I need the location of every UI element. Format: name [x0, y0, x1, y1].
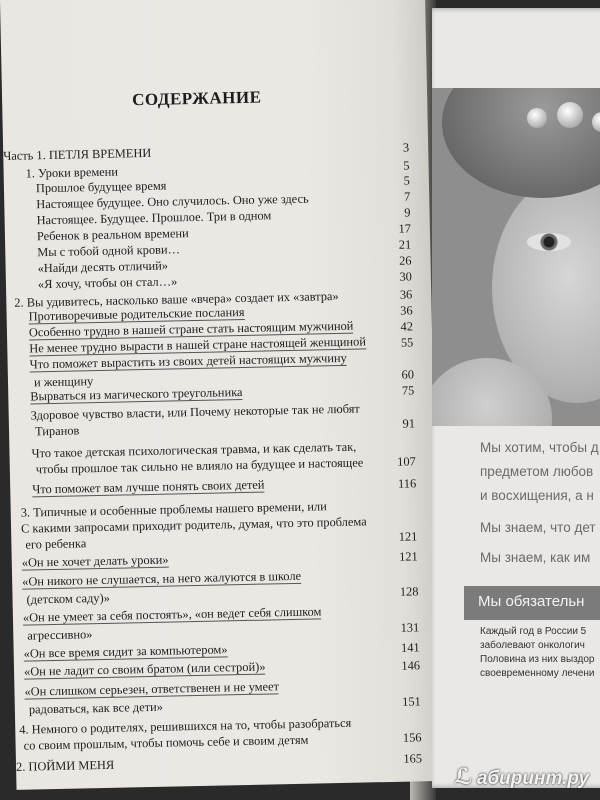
toc-entry-title: «Найди десять отличий»	[37, 258, 169, 276]
hat-gem	[527, 108, 547, 128]
toc-entry-page-row	[10, 475, 435, 500]
toc-entry-title: «Я хочу, чтобы он стал…»	[37, 274, 178, 292]
cover-small-line: Половина из них выздор	[480, 654, 595, 665]
toc-page-number: 5	[403, 173, 411, 188]
toc-entry-continuation: со своим прошлым, чтобы помочь себе и своим детям	[23, 732, 309, 753]
cover-band-text: Мы обязательн	[478, 593, 585, 610]
toc-entry-title: Ребенок в реальном времени	[36, 226, 189, 244]
toc-entry-title: Противоречивые родительские послания	[28, 304, 245, 324]
hat-gem	[557, 102, 583, 128]
toc-entry-title: 2. ПОЙМИ МЕНЯ	[15, 757, 115, 774]
child-eye	[527, 233, 571, 251]
toc-entry-continuation: его ребенка	[25, 536, 87, 552]
cover-small-line: своевременному лечени	[480, 668, 595, 679]
toc-page-number: 121	[399, 549, 418, 564]
toc-entry-title: «Он все время сидит за компьютером»	[23, 642, 228, 661]
toc-entry-title: 2. Вы удивитесь, насколько ваше «вчера» создает их «завтра»	[14, 288, 339, 310]
toc-page-number: 30	[399, 269, 413, 284]
toc-entry-title: Не менее трудно вырасти в нашей стране настоящей женщиной	[29, 334, 367, 356]
toc-page-number: 36	[399, 287, 413, 302]
toc-entry-title: Здоровое чувство власти, или Почему некоторые так не любят	[30, 401, 360, 423]
toc-entry-continuation: чтобы прошлое так сильно не влияло на будущее и настоящее	[35, 455, 364, 477]
toc-page-number: 36	[400, 303, 413, 318]
toc-page-number: 75	[401, 383, 415, 398]
toc-page-number: 91	[402, 416, 416, 431]
toc-entry-title: 3. Типичные и особенные проблемы нашего времени, или	[20, 499, 327, 520]
toc-page-number: 26	[399, 253, 412, 268]
toc-page-number: 55	[400, 335, 414, 350]
toc-entry-title: «Он не хочет делать уроки»	[21, 552, 169, 570]
cover-text-line: Мы знаем, что дет	[480, 520, 596, 535]
toc-page-number: 3	[402, 140, 410, 155]
toc-entry-title: Что такое детская психологическая травма, и как сделать так,	[31, 439, 357, 461]
toc-entry-title: Настоящее будущее. Оно случилось. Оно уже здесь	[36, 191, 309, 212]
toc-entry-continuation: (детском саду)»	[26, 590, 110, 607]
toc-page-number: 165	[403, 751, 423, 766]
toc-entry-continuation: Тиранов	[34, 423, 80, 439]
cover-band	[464, 586, 600, 620]
toc-entry-title: «Он не умеет за себя постоять», «он ведет себя слишком	[22, 604, 322, 625]
toc-page-number: 107	[397, 454, 416, 469]
toc-entry-continuation: радоваться, как все дети»	[28, 699, 164, 717]
toc-entry-continuation: агрессивно»	[27, 627, 93, 643]
toc-entry-title: Настоящее. Будущее. Прошлое. Три в одном	[36, 208, 272, 228]
cover-text-line: и восхищения, а н	[480, 488, 594, 503]
toc-entry-title: Особенно трудно в нашей стране стать настоящим мужчиной	[28, 318, 354, 340]
toc-entry-title: Вырваться из магического треугольника	[30, 385, 243, 404]
toc-entry-continuation: и женщину	[33, 374, 94, 390]
cover-page	[432, 8, 600, 788]
toc-page-number: 116	[397, 476, 417, 491]
cover-text-line: Мы знаем, как им	[480, 550, 591, 565]
toc-entry-page-row	[16, 750, 441, 775]
toc-page-number: 128	[399, 584, 419, 599]
toc-page-number: 7	[403, 189, 411, 204]
toc-entry-title: Часть 1. ПЕТЛЯ ВРЕМЕНИ	[3, 145, 152, 163]
toc-entry-title: С какими запросами приходит родитель, думая, что это проблема	[20, 514, 367, 536]
toc-entry-title: Что поможет вырастить из своих детей настоящих мужчину	[29, 350, 347, 372]
toc-page-number: 151	[402, 694, 421, 709]
cover-text-line: предметом любов	[480, 464, 594, 479]
toc-page-number: 146	[401, 658, 421, 673]
cover-small-line: Каждый год в России 5	[480, 626, 587, 637]
toc-entry-title: Мы с тобой одной крови…	[37, 242, 181, 260]
toc-page-number: 121	[398, 529, 418, 544]
toc-page-number: 9	[404, 205, 411, 220]
toc-title: СОДЕРЖАНИЕ	[131, 87, 262, 110]
toc-entry-title: Что поможет вам лучше понять своих детей	[32, 477, 265, 497]
toc-entry-title: 4. Немного о родителях, решившихся на то, чтобы разобраться	[19, 715, 352, 737]
toc-page-number: 42	[400, 319, 414, 334]
toc-entry-title: 1. Уроки времени	[25, 164, 119, 181]
toc-page-number: 21	[398, 237, 412, 252]
labirint-logo-icon: ℒ	[454, 764, 473, 789]
child-photo	[432, 88, 600, 426]
toc-page-number: 5	[403, 158, 410, 173]
toc-page-number: 17	[398, 221, 412, 236]
toc-entry-title: «Он не ладит со своим братом (или сестрой)»	[23, 659, 266, 679]
toc-entry-title: Прошлое будущее время	[35, 178, 167, 196]
cover-text-line: Мы хотим, чтобы д	[480, 440, 599, 455]
toc-page-number: 131	[400, 620, 420, 635]
toc-page-number: 60	[401, 367, 415, 382]
toc-entry-title: «Он слишком серьезен, ответственен и не умеет	[24, 679, 280, 699]
cover-small-line: заболевают онкологич	[480, 640, 585, 651]
watermark-text: абиринт.ру	[476, 768, 590, 789]
labirint-watermark	[454, 764, 589, 790]
toc-page-number: 156	[402, 730, 422, 745]
toc-entry-title: «Он никого не слушается, на него жалуются в школе	[22, 568, 302, 589]
toc-page-number: 141	[400, 640, 420, 655]
